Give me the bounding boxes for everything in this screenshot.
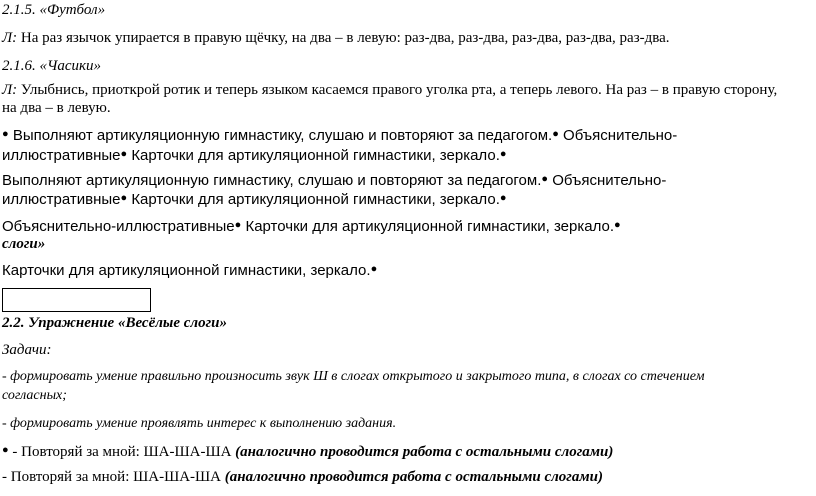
repeat-line1 — [2, 444, 613, 461]
block1-materials: Карточки для артикуляционной гимнастики, зеркало. — [131, 147, 500, 164]
block1-line1 — [2, 127, 677, 144]
repeat-line2 — [2, 469, 603, 486]
paragraph-2-1-6-line2: на два – в левую. — [2, 100, 111, 116]
tasks-label: Задачи: — [2, 342, 52, 358]
repeat-text: - Повторяй за мной: ША-ША-ША — [12, 444, 232, 460]
block1-activity: Выполняют артикуляционную гимнастику, слушаю и повторяют за педагогом. — [12, 127, 553, 144]
syllables-fragment: слоги» — [2, 236, 46, 252]
bullet-icon: ● — [614, 219, 621, 231]
bullet-icon: ● — [552, 128, 559, 140]
speaker-mark: Л: — [2, 30, 18, 46]
block2-materials: Карточки для артикуляционной гимнастики, зеркало. — [131, 191, 500, 208]
bullet-icon: ● — [499, 148, 507, 160]
task2: - формировать умение проявлять интерес к выполнению задания. — [2, 416, 397, 431]
block1-line2 — [2, 147, 507, 164]
block1-method: Объяснительно- — [563, 127, 678, 144]
block1-method-end: иллюстративные — [2, 147, 121, 164]
block3-method: Объяснительно-иллюстративные — [2, 218, 235, 235]
bullet-icon: ● — [120, 148, 128, 160]
empty-table-cell — [2, 288, 151, 312]
bullet-icon: ● — [499, 192, 507, 204]
heading-2-1-5: 2.1.5. «Футбол» — [2, 2, 106, 18]
paragraph-text: Улыбнись, приоткрой ротик и теперь языком касаемся правого уголка рта, а теперь левого. На раз – в правую сторону, — [20, 82, 778, 98]
paragraph-2-1-6-line1 — [2, 82, 777, 99]
speaker-mark: Л: — [2, 82, 18, 98]
block2-method-end: иллюстративные — [2, 191, 121, 208]
block4-materials: Карточки для артикуляционной гимнастики, зеркало. — [2, 262, 371, 279]
block2-activity: Выполняют артикуляционную гимнастику, слушаю и повторяют за педагогом. — [2, 172, 542, 189]
task1-line2: согласных; — [2, 388, 67, 403]
heading-2-2: 2.2. Упражнение «Весёлые слоги» — [2, 315, 227, 331]
block2-line1 — [2, 172, 666, 189]
bullet-icon: ● — [370, 263, 378, 275]
heading-2-1-6: 2.1.6. «Часики» — [2, 58, 102, 74]
bullet-icon: ● — [234, 219, 242, 231]
paragraph-2-1-5 — [2, 30, 670, 47]
block3-materials: Карточки для артикуляционной гимнастики, зеркало. — [245, 218, 615, 235]
block2-method: Объяснительно- — [552, 172, 667, 189]
block3-line1 — [2, 218, 621, 235]
repeat-note: (аналогично проводится работа с остальными слогами) — [224, 469, 603, 485]
bullet-icon: ● — [2, 128, 9, 140]
bullet-icon: ● — [120, 192, 128, 204]
task1-line1: - формировать умение правильно произносить звук Ш в слогах открытого и закрытого типа, в слогах со стечением — [2, 369, 705, 384]
bullet-icon: ● — [2, 444, 9, 456]
bullet-icon: ● — [541, 173, 549, 185]
paragraph-text: На раз язычок упирается в правую щёчку, на два – в левую: раз-два, раз-два, раз-два, раз-два, раз-два. — [20, 30, 670, 46]
block4-line1 — [2, 262, 377, 279]
repeat-note: (аналогично проводится работа с остальными слогами) — [235, 444, 614, 460]
block2-line2 — [2, 191, 507, 208]
repeat-text: - Повторяй за мной: ША-ША-ША — [2, 469, 222, 485]
